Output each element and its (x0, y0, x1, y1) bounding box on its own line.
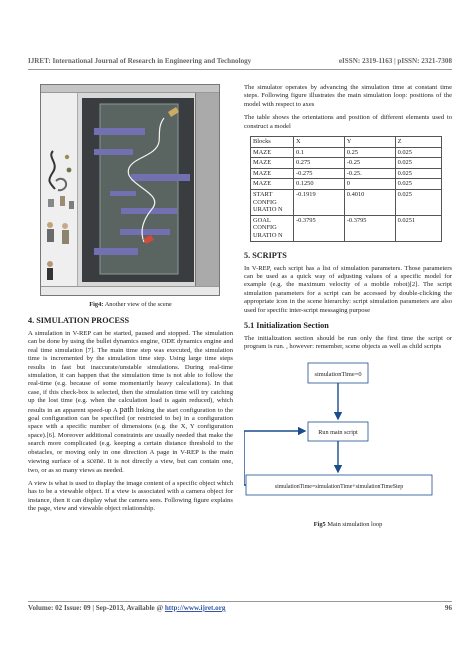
right-column (244, 84, 452, 535)
table-cell: 0.025 (395, 147, 441, 158)
table-cell: -0.3795 (344, 215, 395, 241)
left-column (28, 84, 233, 519)
table-row (251, 158, 442, 169)
page-number: 96 (444, 604, 452, 612)
table-row (251, 147, 442, 158)
table-cell: Blocks (251, 137, 294, 148)
issn: eISSN: 2319-1163 | pISSN: 2321-7308 (338, 57, 452, 65)
fig4-screenshot (40, 84, 220, 296)
model-elements-table (250, 136, 442, 242)
table-cell: -0.3795 (294, 215, 345, 241)
fig4-caption-text: Another view of the scene (104, 301, 172, 308)
section-5-heading: 5. SCRIPTS (244, 250, 287, 260)
table-cell: 0.4010 (344, 190, 395, 216)
table-cell: 0.275 (294, 158, 345, 169)
vrep-toolbar (41, 85, 219, 93)
table-cell: MAZE (251, 168, 294, 179)
table-cell: 0.1 (294, 147, 345, 158)
table-intro-paragraph: The table shows the orientations and position of different elements used to construct a model (244, 114, 452, 130)
footer-volume (28, 604, 225, 612)
table-cell: MAZE (251, 158, 294, 169)
model-thumbnails (41, 93, 78, 288)
sim-text-b: linking the start configuration to the goal configuration can be specified (or restricted to be) in a configuration space with a specific number of dimensions (e.g. the X, Y configuration space).[6]. Moreover additional constraints are usually needed that make the search more complicated (e.g. keeping a certain distance threshold to the obstacles, or moving only in one direction A page in V-REP is the main viewing surface of a (28, 406, 233, 466)
path-word: path (119, 404, 134, 414)
table-cell: Y (344, 137, 395, 148)
table-cell: Z (395, 137, 441, 148)
table-cell: START CONFIG URATIO N (251, 190, 294, 216)
table-cell: GOAL CONFIG URATIO N (251, 215, 294, 241)
diagram-box-run-label: Run main script (318, 428, 358, 436)
fig4-caption (28, 300, 233, 309)
table-row (251, 137, 442, 148)
intro-paragraph: The simulator operates by advancing the simulation time at constant time steps. Following figure illustrates the main simulation loop: positions of the model with respect to axes (244, 84, 452, 108)
status-bar (41, 286, 219, 295)
footer-rule (28, 601, 452, 602)
table-cell: 0.025 (395, 179, 441, 190)
table-cell: 0.025 (395, 168, 441, 179)
table-cell: 0.025 (395, 190, 441, 216)
section-5-1-heading: 5.1 Initialization Section (244, 321, 329, 330)
page-footer (28, 604, 452, 612)
table-cell: 0.025 (395, 158, 441, 169)
table-row (251, 215, 442, 241)
diagram-box-init-label: simulationTime=0 (314, 370, 362, 378)
fig5-caption-label: Fig5 (313, 521, 326, 529)
table-cell: 0.0251 (395, 215, 441, 241)
table-cell: MAZE (251, 179, 294, 190)
scripts-paragraph: In V-REP, each script has a list of simulation parameters. Those parameters can be used as a quick way of adjusting values of a specific model for example (e.g. the maximum velocity of a mobile robot)[2]. The script simulation parameters for a script can be accessed by double-clicking the appropriate icon in the scene hierarchy: script simulation parameters are also used for specific inter-script messaging purpose (244, 264, 452, 314)
fig5-caption (244, 520, 452, 529)
section-4-heading: 4. SIMULATION PROCESS (28, 316, 130, 325)
table-cell: -0.25 (344, 158, 395, 169)
scene-word: scene. (87, 456, 106, 466)
fig5-caption-text: Main simulation loop (327, 521, 383, 529)
simulation-process-paragraph (28, 330, 233, 475)
journal-link[interactable]: http://www.ijret.org (164, 604, 226, 612)
header-rule (28, 69, 452, 70)
table-row (251, 179, 442, 190)
scene-render (82, 98, 194, 282)
diagram-box-step-label: simulationTime=simulationTime+simulationTimeStep (274, 483, 404, 490)
fig4-caption-label: Fig4: (89, 301, 104, 308)
table-cell: -0.275 (294, 168, 345, 179)
sim-text-c: It is not directly a view, but can contain one, two, or as so many views as needed. (28, 458, 234, 474)
model-browser-panel (41, 93, 78, 288)
initialization-paragraph: The initialization section should be run only the first time the script or program is run. , however: remember, scene objects as well as child scripts (244, 335, 452, 351)
properties-panel (195, 93, 219, 288)
journal-header (28, 57, 452, 65)
journal-title: IJRET: International Journal of Research in Engineering and Technology (28, 57, 252, 65)
table-row (251, 190, 442, 216)
table-cell: X (294, 137, 345, 148)
sim-text-a: A simulation in V-REP can be started, paused and stopped. The simulation can be done by using the bullet dynamics engine, ODE dynamics engine and real time simulation [7]. The main time step was executed, the simulation time is incremented by the simulation time step. Using large time steps results in fast but inaccurate/unstable simulations. During real-time simulation, it can happen that the simulation time is not able to follow the real-time (e.g. because of some momentarily heavy calculations). In that case, if this check-box is selected, then the simulation time will try catching up the lost time (e.g. when the calculation load is again reduced), which results in an apparent speed-up A (28, 330, 233, 414)
scene-view (82, 98, 194, 282)
table-row (251, 168, 442, 179)
footer-volume-text: Volume: 02 Issue: 09 | Sep-2013, Available @ (28, 604, 164, 612)
view-paragraph: A view is what is used to display the image content of a specific object which has to be a viewable object. If a view is associated with a camera object for instance, then it can display what the camera sees. Following figure explains the page, view and viewable object relationship. (28, 479, 233, 513)
table-cell: 0.25 (344, 147, 395, 158)
table-cell: 0.1250 (294, 179, 345, 190)
table-cell: -0.1919 (294, 190, 345, 216)
main-simulation-loop-diagram (244, 359, 434, 513)
table-cell: MAZE (251, 147, 294, 158)
table-cell: 0 (344, 179, 395, 190)
table-cell: -0.25. (344, 168, 395, 179)
